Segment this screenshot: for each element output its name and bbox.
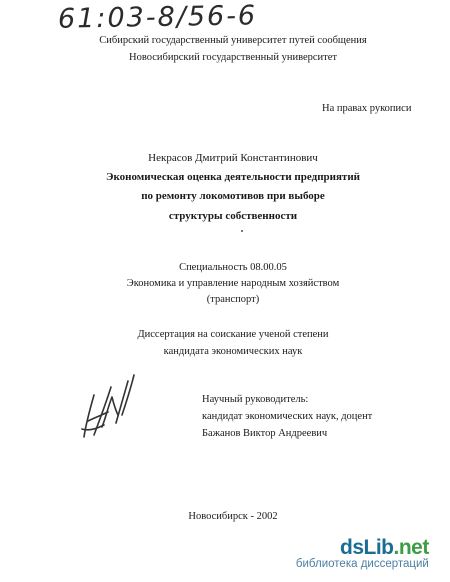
dissertation-line-2: кандидата экономических наук	[163, 346, 303, 357]
dissertation-line-1: Диссертация на соискание ученой степени	[137, 329, 329, 340]
specialty-name: Экономика и управление народным хозяйством	[126, 278, 340, 289]
title-line-3: структуры собственности	[168, 210, 298, 222]
watermark-logo	[340, 536, 429, 560]
title-line-1: Экономическая оценка деятельности предприятий	[105, 171, 361, 183]
advisor-degree: кандидат экономических наук, доцент	[202, 411, 373, 422]
rights-note: На правах рукописи	[322, 103, 412, 114]
specialty-branch: (транспорт)	[206, 294, 260, 305]
handwritten-catalog-code: 61:03-8/56-6	[57, 0, 258, 35]
author-name: Некрасов Дмитрий Константинович	[148, 152, 318, 164]
advisor-heading: Научный руководитель:	[202, 394, 309, 405]
institution-line-2: Новосибирский государственный университет	[128, 52, 338, 63]
watermark-logo-suffix: .net	[393, 536, 429, 559]
advisor-name: Бажанов Виктор Андреевич	[202, 428, 328, 439]
handwritten-signature	[78, 365, 138, 445]
title-line-2: по ремонту локомотивов при выборе	[141, 190, 325, 202]
watermark-logo-main: dsLib	[340, 536, 394, 559]
watermark-subtitle: библиотека диссертаций	[295, 558, 429, 570]
scan-speck	[241, 230, 243, 232]
institution-line-1: Сибирский государственный университет путей сообщения	[99, 35, 367, 46]
specialty-code: Специальность 08.00.05	[179, 262, 287, 273]
city-year: Новосибирск - 2002	[188, 511, 278, 522]
dslib-watermark[interactable]	[295, 536, 429, 570]
